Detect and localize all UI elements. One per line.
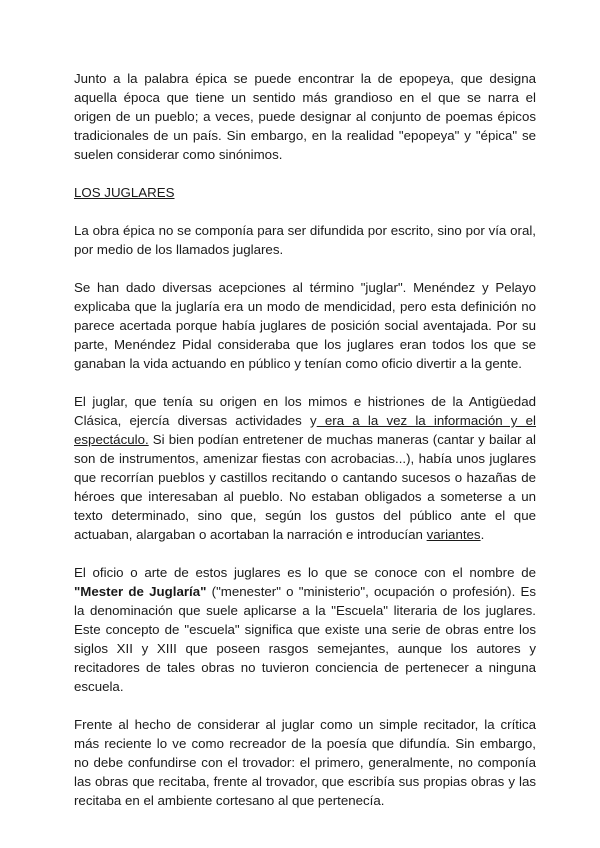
underlined-text: variantes	[426, 527, 481, 542]
text-run: ("menester" o "ministerio", ocupación o profesión). Es la denominación que suele aplicarse a la "Escuela" literaria de los juglares. Este concepto de "escuela" significa que existe una serie de obras entre los siglos XII y XIII que poseen rasgos semejantes, aunque los autores y recitadores de tales obras no tuvieron conciencia de pertenecer a ninguna escuela.	[74, 584, 537, 694]
paragraph-obra-epica: La obra épica no se componía para ser difundida por escrito, sino por vía oral, por medio de los llamados juglares.	[74, 223, 536, 257]
text-run: El juglar, que tenía su origen en los mimos e histriones de la Antigüedad Clásica, ejercía diversas actividades y	[74, 394, 536, 428]
text-run: .	[480, 527, 485, 542]
text-run: Si bien podían entretener de muchas maneras (cantar y bailar al son de instrumentos, amenizar fiestas con acrobacias...), había unos juglares que recorrían pueblos y castillos recitando o cantando sucesos o hazañas de héroes que interesaban al pueblo. No estaban obligados a someterse a un texto determinado, sino que, según los gustos del público ante el que actuaban, alargaban o acortaban la narración e introducían	[74, 432, 536, 542]
paragraph-trovador: Frente al hecho de considerar al juglar como un simple recitador, la crítica más reciente lo ve como recreador de la poesía que difundía. Sin embargo, no debe confundirse con el trovador: el primero, generalmente, no componía las obras que recitaba, frente al trovador, que escribía sus propias obras y las recitaba en el ambiente cortesano al que pertenecía.	[74, 717, 536, 808]
paragraph-acepciones: Se han dado diversas acepciones al término "juglar". Menéndez y Pelayo explicaba que la juglaría era un modo de mendicidad, pero esta definición no parece acertada porque había juglares de posición social aventajada. Por su parte, Menéndez Pidal consideraba que los juglares eran todos los que se ganaban la vida actuando en público y tenían como oficio divertir a la gente.	[74, 280, 536, 371]
section-heading: LOS JUGLARES	[74, 185, 175, 200]
bold-term: "Mester de Juglaría"	[74, 584, 207, 599]
paragraph-epopeya: Junto a la palabra épica se puede encontrar la de epopeya, que designa aquella época que tiene un sentido más grandioso en el que se narra el origen de un pueblo; a veces, puede designar al conjunto de poemas épicos tradicionales de un país. Sin embargo, en la realidad "epopeya" y "épica" se suelen considerar como sinónimos.	[74, 71, 536, 162]
underlined-text: era a la vez la información y el espectáculo.	[74, 413, 536, 447]
paragraph-mester	[74, 563, 536, 696]
text-run: El oficio o arte de estos juglares es lo que se conoce con el nombre de	[74, 565, 536, 580]
paragraph-juglar	[74, 392, 536, 544]
